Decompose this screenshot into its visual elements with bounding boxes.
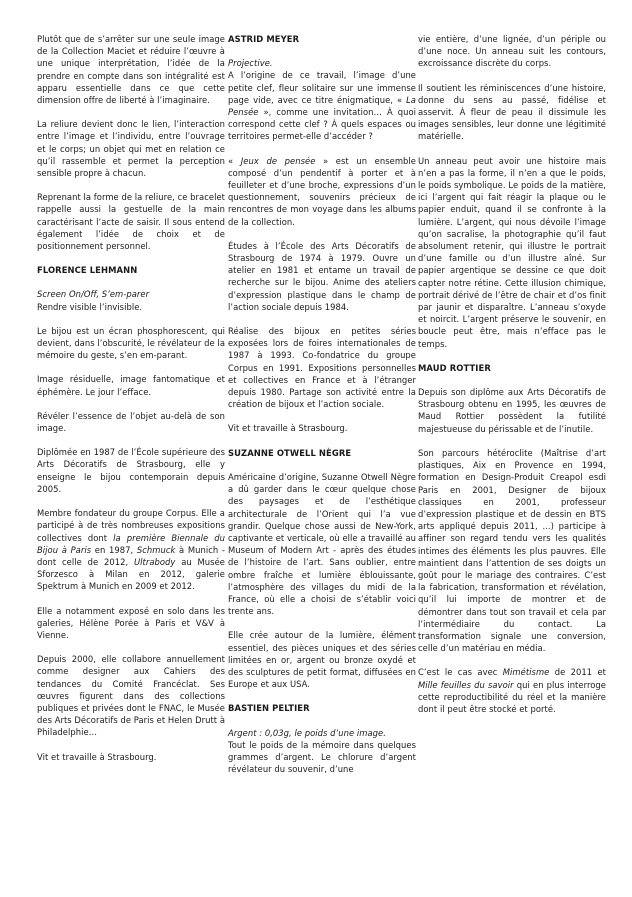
maud-paragraph-1: Depuis son diplôme aux Arts Décoratifs de Strasbourg obtenu en 1995, les œuvres de Maud Rottier possèdent la futilité majestueuse du périssable et de l’inutile.	[418, 387, 606, 434]
text-run: A l’origine de ce travail, l’image d’une petite clef, fleur solitaire sur une immense page vide, avec ce titre énigmatique, «	[228, 70, 416, 105]
astrid-paragraph-5: Vit et travaille à Strasbourg.	[228, 423, 348, 434]
florence-paragraph-5	[37, 507, 225, 592]
text-run: » est un ensemble composé d’un pendentif à porter et à feuilleter et d’une broche, expressions d’un questionnement, souvenirs précieux de rencontres de mon voyage dans les albums de la collection.	[228, 155, 416, 227]
artist-name-maud-rottier: MAUD ROTTIER	[418, 362, 491, 373]
text-run: », comme une invitation… À quoi correspond cette clef ? À quels espaces ou territoires permet-elle d’accéder ?	[228, 107, 416, 142]
artist-name-astrid-meyer: ASTRID MEYER	[228, 34, 300, 44]
text-run: en 1987,	[91, 544, 137, 555]
florence-paragraph-4: Diplômée en 1987 de l’École supérieure des Arts Décoratifs de Strasbourg, elle y enseigne le bijou contemporain depuis 2005.	[37, 447, 225, 494]
artist-name-florence-lehmann: FLORENCE LEHMANN	[37, 265, 138, 276]
maud-paragraph-3	[418, 666, 606, 715]
text-run: qui en plus interroge cette reproductibilité du réel et la manière dont il peut être stocké et porté.	[418, 679, 606, 714]
italic-title: Jeux de pensée	[240, 155, 316, 166]
florence-paragraph-3: Révéler l’essence de l’objet au-delà de son image.	[37, 410, 225, 434]
suzanne-paragraph-2: Elle crée autour de la lumière, élément essentiel, des pièces uniques et des séries limitées en or, argent ou bronze oxydé et des sculptures de petit format, diffusées en Europe et aux USA.	[228, 630, 416, 690]
astrid-intro-block	[228, 57, 416, 142]
florence-paragraph-7: Depuis 2000, elle collabore annuellement comme designer aux Cahiers des tendances du Comité Francéclat. Ses œuvres figurent dans des collections publiques et privées dont le FNAC, le Musée des Arts Décoratifs de Paris et Helen Drutt à Philadelphie…	[37, 654, 226, 738]
bastien-work-title: Argent : 0,03g, le poids d’une image.	[228, 727, 386, 738]
artist-name-suzanne-otwell-negre: SUZANNE OTWELL NÈGRE	[228, 447, 352, 458]
italic-title: la première Biennale du Bijou à Paris	[37, 532, 225, 555]
florence-paragraph-2: Image résiduelle, image fantomatique et éphémère. Le jour l’efface.	[37, 374, 225, 397]
text-run: de 2011 et	[549, 667, 606, 678]
column-2	[228, 33, 416, 787]
italic-title: La Pensée	[228, 94, 416, 118]
italic-title: Schmuck	[136, 544, 176, 555]
intro-paragraph-3: Reprenant la forme de la reliure, ce bracelet rappelle aussi la gestuelle de la main caractérisant l’acte de saisir. Il sous entend également l’idée de choix et de positionnement personnel.	[37, 192, 225, 252]
suzanne-paragraph-1: Américaine d’origine, Suzanne Otwell Nègre a dû garder dans le cœur quelque chose des paysages et de l’esthétique architecturale de l’Orient qui l’a vue grandir. Quelque chose aussi de New-York, captivante et verticale, où elle a travaillé au Museum of Modern Art - après des études de l’histoire de l’art. Sans oublier, entre ombre fraîche et lumière éblouissante, l’atmosphère des villages du midi de la France, où elle a choisi de s’établir voici trente ans.	[228, 471, 417, 617]
florence-paragraph-6: Elle a notamment exposé en solo dans les galeries, Hélène Porée à Paris et V&V à Vienne.	[37, 605, 225, 640]
bastien-intro-block	[228, 727, 416, 776]
text-run: C’est le cas avec	[418, 667, 503, 678]
text-run: au Musée Sforzesco à Milan en 2012, galerie Spektrum à Munich en 2009 et 2012.	[37, 556, 225, 592]
florence-paragraph-1: Le bijou est un écran phosphorescent, qui devient, dans l’obscurité, le révélateur de la mémoire du geste, s’en em-parant.	[37, 325, 225, 361]
column-1	[37, 33, 225, 775]
astrid-paragraph-4: Réalise des bijoux en petites séries exposées lors de foires internationales de 1987 à 1993. Co-fondatrice du groupe Corpus en 1991. Expositions personnelles et collectives en France et à l’étranger depuis 1980. Partage son activité entre la création de bijoux et l’action sociale.	[228, 326, 416, 410]
column-3	[418, 33, 606, 727]
florence-paragraph-8: Vit et travaille à Strasbourg.	[37, 751, 157, 762]
italic-title: Mimétisme	[502, 667, 550, 678]
bastien-paragraph-2: Il soutient les réminiscences d’une histoire, donne du sens au passé, fidélise et asservit. À fleur de peau il dissimule les images sensibles, leur donne une légitimité matérielle.	[418, 82, 606, 142]
italic-title: Mille feuilles du savoir	[418, 679, 514, 690]
artist-name-bastien-peltier: BASTIEN PELTIER	[228, 703, 310, 714]
maud-paragraph-2: Son parcours hétéroclite (Maîtrise d’art plastiques, Aix en Provence en 1994, formation en Design-Produit Creapol esdi Paris en 2001, Designer de bijoux classiques en 2001, professeur d’expression plastique et de dessin en BTS arts appliqué depuis 2011, ...) participe à affiner son regard tendu vers les qualités intimes des éléments les plus pauvres. Elle maintient dans l’attention de ses doigts un goût pour le mariage des contraires. C’est la fabrication, transformation et révélation, qu’il lui importe de montrer et de démontrer dans tout son travail et cela par l’intermédiaire du contact. La transformation signale une conversion, celle d’un matériau en média.	[418, 447, 606, 654]
bastien-paragraph-3: Un anneau peut avoir une histoire mais n’en a pas la forme, il n’en a que le poids, le poids symbolique. Le poids de la matière, ici l’argent qui fait réagir la plaque ou le papier enduit, quand il se confronte à la lumière. L’argent, qui nous dévoile l’image qu’on sacralise, la photographie qu’il faut absolument retenir, qui illustre le portrait d’une famille ou d’un illustre aîné. Sur papier argentique se dessine ce que doit capter notre rétine. Cette illusion chimique, portrait dérivé de l’être de chair et d’os finit par jaunir et disparaître. L’anneau s’oxyde et noircit. L’argent préserve le souvenir, en boucle peut être, mais n’efface pas le temps.	[418, 155, 606, 349]
florence-work-title: Screen On/Off, S’em-parer	[37, 289, 150, 300]
intro-paragraph-1: Plutôt que de s’arrêter sur une seule image de la Collection Maciet et réduire l’œuvre à une unique interprétation, l’idée de la prendre en compte dans son intégralité est apparu essentielle dans ce que cette dimension offre de liberté à l’imaginaire.	[37, 34, 225, 106]
florence-work-tagline: Rendre visible l’invisible.	[37, 301, 143, 312]
text-run: à Munich - dont celle de 2012,	[37, 544, 225, 567]
italic-title: Ultrabody	[133, 556, 176, 567]
astrid-paragraph-2	[228, 155, 416, 228]
astrid-work-title: Projective.	[228, 58, 273, 69]
astrid-paragraph-3: Études à l’École des Arts Décoratifs de Strasbourg de 1974 à 1979. Ouvre un atelier en 1981 et entame un travail de recherche sur le bijou. Anime des ateliers d’expression plastique dans le champ de l’action sociale depuis 1984.	[228, 240, 416, 312]
text-run: Membre fondateur du groupe Corpus. Elle a participé à de très nombreuses expositions collectives dont	[37, 508, 225, 543]
text-run: Tout le poids de la mémoire dans quelques grammes d’argent. Le chlorure d’argent révélateur du souvenir, d’une	[228, 739, 416, 775]
florence-subtitle-block	[37, 288, 225, 312]
intro-paragraph-2: La reliure devient donc le lien, l’interaction entre l’image et l’individu, entre l’ouvrage et le corps; un objet qui met en relation ce qu’il rassemble et permet la perception sensible propre à chacun.	[37, 119, 225, 179]
text-run: «	[228, 155, 241, 166]
bastien-paragraph-continued: vie entière, d’une lignée, d’un périple ou d’une noce. Un anneau suit les contours, excroissance discrète du corps.	[418, 34, 606, 69]
